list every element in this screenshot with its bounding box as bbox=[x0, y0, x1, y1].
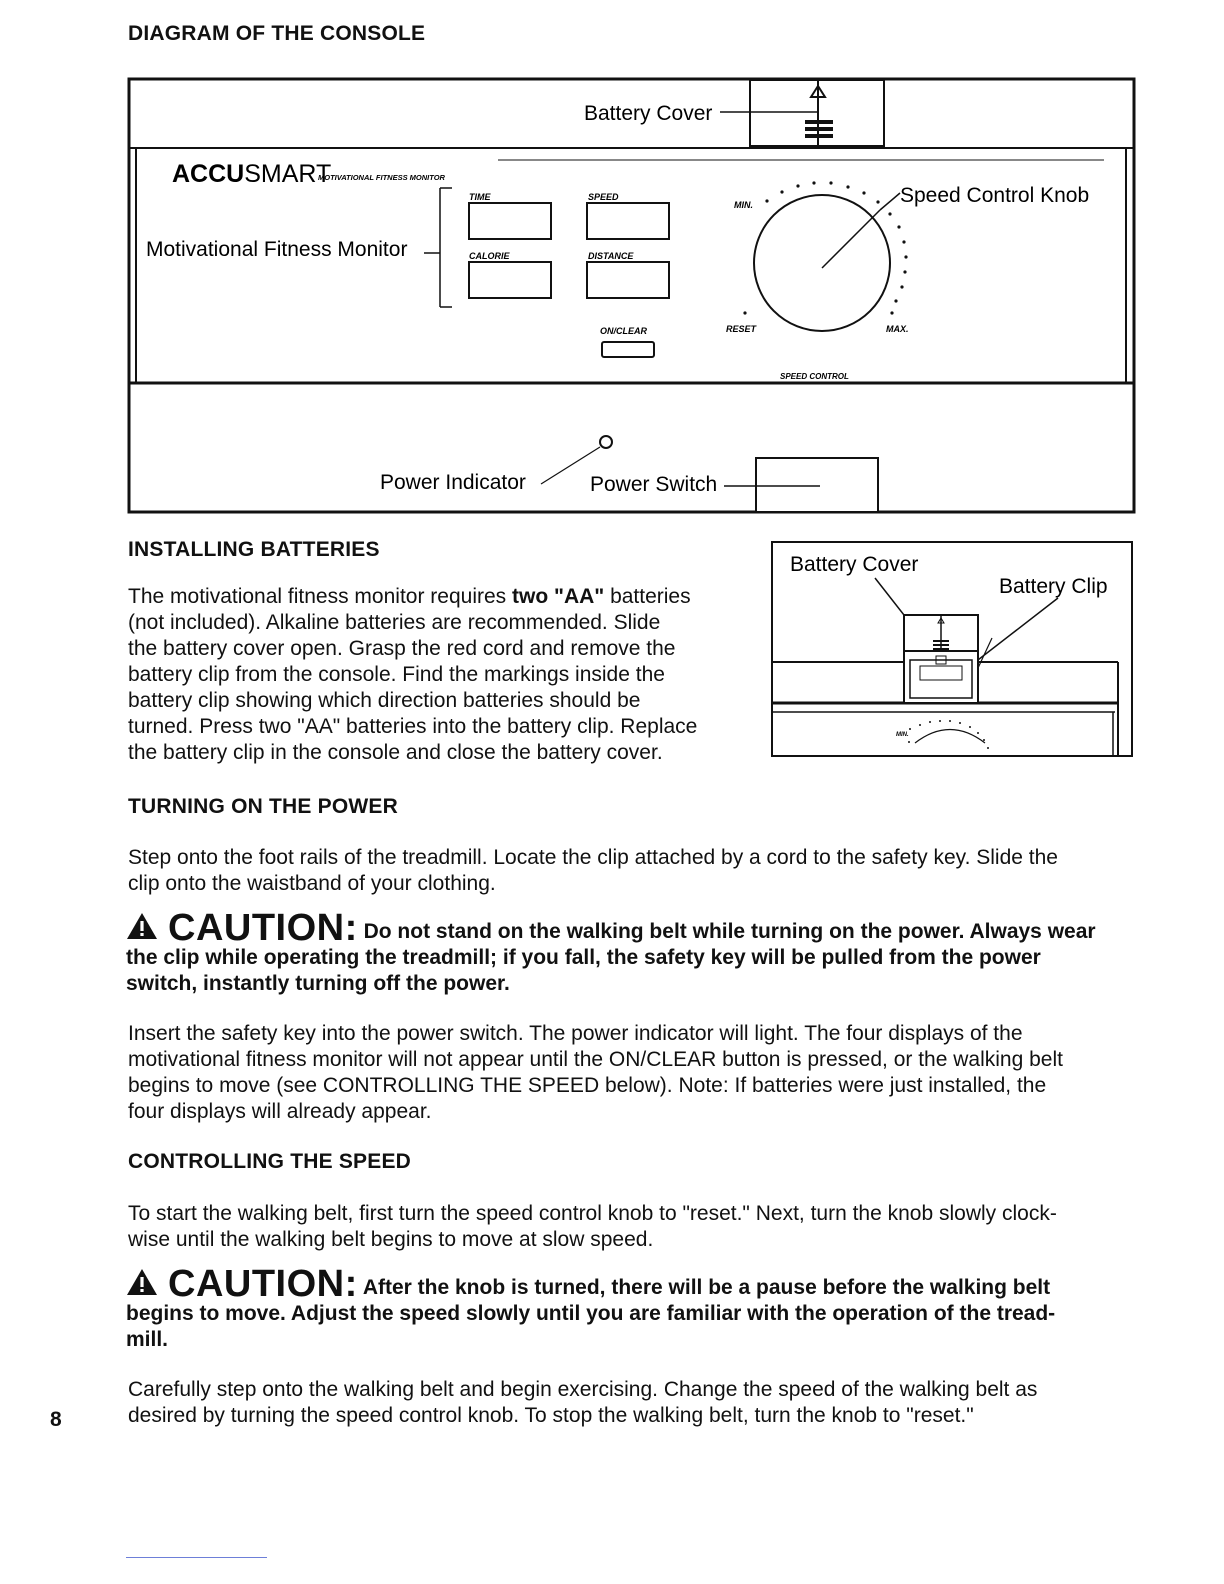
controlling-speed-heading: CONTROLLING THE SPEED bbox=[128, 1150, 412, 1173]
distance-display bbox=[587, 262, 669, 298]
speed-label: SPEED bbox=[588, 192, 619, 202]
time-display bbox=[469, 203, 551, 239]
knob-reset-label: RESET bbox=[726, 324, 757, 334]
power-indicator-label: Power Indicator bbox=[380, 471, 526, 494]
page-number: 8 bbox=[50, 1408, 62, 1431]
monitor-label: Motivational Fitness Monitor bbox=[146, 238, 408, 261]
turning-on-power-text: Step onto the foot rails of the treadmill. Locate the clip attached by a cord to the safety key. Slide the clip onto the waistband of your clothing. bbox=[128, 846, 1058, 895]
brand-logo: ACCUSMART bbox=[172, 160, 332, 188]
caution-block-2: CAUTION: After the knob is turned, there will be a pause before the walking belt begins to move. Adjust the speed slowly until you are familiar with the operation of the tread- mill. bbox=[126, 1263, 1056, 1351]
battery-clip-figure bbox=[770, 540, 1136, 760]
caution-word: CAUTION: bbox=[168, 907, 358, 949]
speed-control-label: SPEED CONTROL bbox=[780, 372, 849, 381]
figure-battery-clip-label: Battery Clip bbox=[999, 575, 1108, 598]
on-clear-button bbox=[602, 342, 654, 357]
console-diagram bbox=[0, 0, 1224, 530]
distance-label: DISTANCE bbox=[588, 251, 634, 261]
console-frame bbox=[129, 79, 1134, 512]
warning-triangle-icon bbox=[126, 1268, 158, 1296]
speed-control-knob bbox=[743, 181, 907, 331]
warning-triangle-icon bbox=[126, 912, 158, 940]
figure-min-label: MIN. bbox=[896, 732, 909, 738]
battery-cover-label: Battery Cover bbox=[584, 102, 713, 125]
knob-min-label: MIN. bbox=[734, 200, 753, 210]
page-title: DIAGRAM OF THE CONSOLE bbox=[128, 22, 426, 45]
time-label: TIME bbox=[469, 192, 491, 202]
caution-word: CAUTION: bbox=[168, 1263, 358, 1305]
on-clear-label: ON/CLEAR bbox=[600, 326, 647, 336]
controlling-speed-text: To start the walking belt, first turn the speed control knob to "reset." Next, turn the knob slowly clock- wise until the walking belt begins to move at slow speed. bbox=[128, 1202, 1057, 1251]
calorie-display bbox=[469, 262, 551, 298]
caution-block-1: CAUTION: Do not stand on the walking belt while turning on the power. Always wear the clip while operating the treadmill; if you fall, the safety key will be pulled from the power switch, instantly turning off the power. bbox=[126, 907, 1096, 995]
power-switch-instructions: Insert the safety key into the power switch. The power indicator will light. The four displays of the motivational fitness monitor will not appear until the ON/CLEAR button is pressed, or the walking belt begins to move (see CONTROLLING THE SPEED below). Note: If batteries were just installed, the four displays will already appear. bbox=[128, 1022, 1063, 1123]
brand-tagline: MOTIVATIONAL FITNESS MONITOR bbox=[318, 173, 445, 182]
power-switch-label: Power Switch bbox=[590, 473, 718, 496]
battery-cover bbox=[720, 80, 884, 146]
power-switch bbox=[724, 458, 878, 512]
figure-battery-cover-label: Battery Cover bbox=[790, 553, 919, 576]
power-indicator-light bbox=[600, 436, 612, 448]
speed-knob-label: Speed Control Knob bbox=[900, 184, 1090, 207]
speed-display bbox=[587, 203, 669, 239]
exercise-instructions: Carefully step onto the walking belt and begin exercising. Change the speed of the walking belt as desired by turning the speed control knob. To stop the walking belt, turn the knob to "reset." bbox=[128, 1378, 1038, 1427]
turning-on-power-heading: TURNING ON THE POWER bbox=[128, 795, 398, 818]
footer-rule bbox=[126, 1557, 267, 1558]
calorie-label: CALORIE bbox=[469, 251, 510, 261]
installing-batteries-heading: INSTALLING BATTERIES bbox=[128, 538, 380, 561]
knob-max-label: MAX. bbox=[886, 324, 909, 334]
installing-batteries-text: The motivational fitness monitor requires two "AA" batteries (not included). Alkaline batteries are recommended. Slide the battery cover open. Grasp the red cord and remove the battery clip from the console. Find the markings inside the battery clip showing which direction batteries should be turned. Press two "AA" batteries into the battery clip. Replace the battery clip in the console and close the battery cover. bbox=[128, 585, 698, 764]
